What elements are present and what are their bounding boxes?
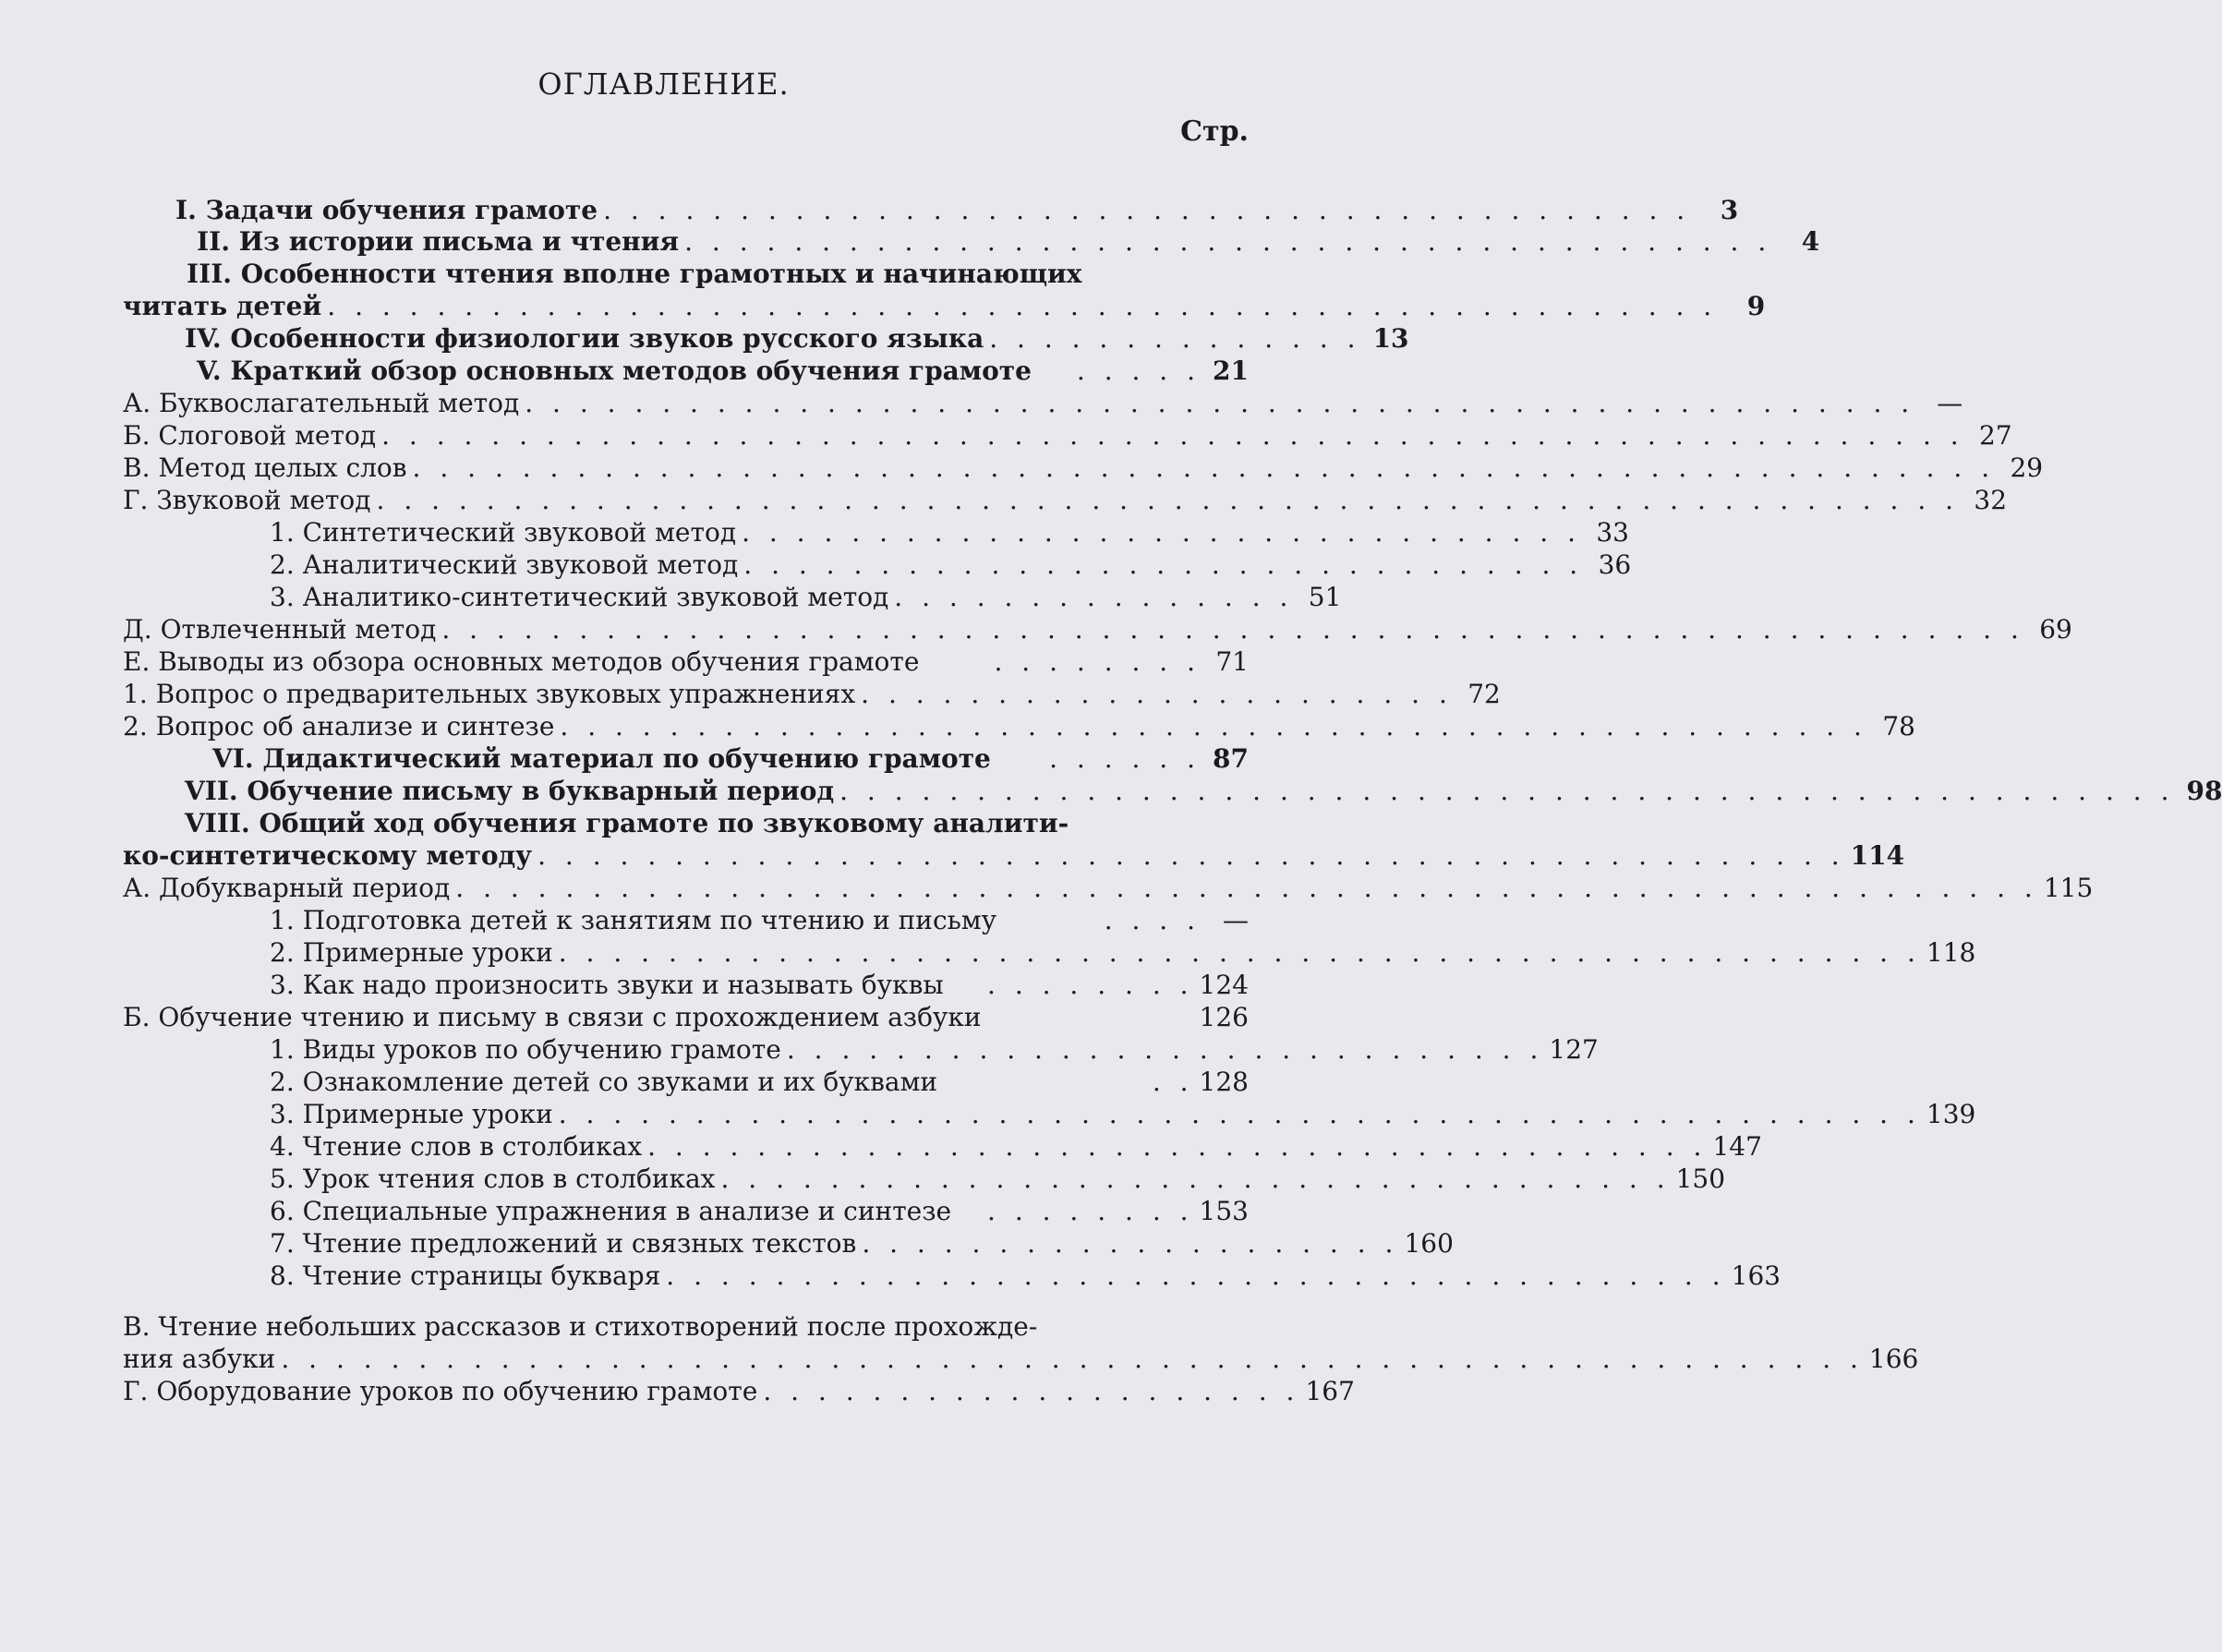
toc-entry: ния азбуки . . . . . . . . . . . . . . . . . . . . . . . . . . . . . . . . . . . . . . . . . . . . . . . . . . . . . . . . . . 166	[123, 1344, 1919, 1374]
toc-entry: В. Метод целых слов . . . . . . . . . . . . . . . . . . . . . . . . . . . . . . . . . . . . . . . . . . . . . . . . . . . . . . . . . . 29	[123, 452, 2044, 483]
toc-entry: Г. Звуковой метод . . . . . . . . . . . . . . . . . . . . . . . . . . . . . . . . . . . . . . . . . . . . . . . . . . . . . . . . . . 32	[123, 485, 2008, 515]
toc-entry: 4. Чтение слов в столбиках . . . . . . . . . . . . . . . . . . . . . . . . . . . . . . . . . . . . . . . 147	[270, 1131, 1762, 1162]
toc-entry: 1. Подготовка детей к занятиям по чтению и письму . . . . —	[270, 905, 1249, 935]
toc-entry: IV. Особенности физиологии звуков русского языка . . . . . . . . . . . . . . 13	[185, 323, 1409, 354]
toc-entry: VII. Обучение письму в букварный период . . . . . . . . . . . . . . . . . . . . . . . . . . . . . . . . . . . . . . . . . . . . . . . . . 98	[185, 776, 2222, 806]
toc-entry: VIII. Общий ход обучения грамоте по звуковому аналити-	[185, 808, 1069, 838]
toc-entry: Г. Оборудование уроков по обучению грамоте . . . . . . . . . . . . . . . . . . . . 167	[123, 1376, 1355, 1406]
toc-entry: 3. Примерные уроки . . . . . . . . . . . . . . . . . . . . . . . . . . . . . . . . . . . . . . . . . . . . . . . . . . 139	[270, 1099, 1976, 1129]
toc-entry: ко-синтетическому методу . . . . . . . . . . . . . . . . . . . . . . . . . . . . . . . . . . . . . . . . . . . . . . . . 114	[123, 840, 1905, 871]
toc-entry: 7. Чтение предложений и связных текстов . . . . . . . . . . . . . . . . . . . . 160	[270, 1228, 1454, 1259]
toc-entry: 1. Синтетический звуковой метод . . . . . . . . . . . . . . . . . . . . . . . . . . . . . . . 33	[270, 517, 1629, 548]
toc-entry: V. Краткий обзор основных методов обучения грамоте . . . . . 21	[197, 356, 1249, 386]
toc-entry: 2. Ознакомление детей со звуками и их буквами . . 128	[270, 1067, 1249, 1097]
toc-entry: 6. Специальные упражнения в анализе и синтезе . . . . . . . . 153	[270, 1196, 1249, 1226]
toc-entry: Е. Выводы из обзора основных методов обучения грамоте . . . . . . . . 71	[123, 646, 1249, 677]
toc-entry: 3. Аналитико-синтетический звуковой метод . . . . . . . . . . . . . . . 51	[270, 582, 1342, 612]
toc-entry: II. Из истории письма и чтения . . . . . . . . . . . . . . . . . . . . . . . . . . . . . . . . . . . . . . . . 4	[197, 226, 1820, 257]
toc-entry: 2. Аналитический звуковой метод . . . . . . . . . . . . . . . . . . . . . . . . . . . . . . . 36	[270, 549, 1632, 580]
toc-entry: III. Особенности чтения вполне грамотных и начинающих	[187, 259, 1082, 289]
toc-entry: VI. Дидактический материал по обучению грамоте . . . . . . 87	[212, 743, 1249, 774]
toc-entry: В. Чтение небольших рассказов и стихотворений после прохожде-	[123, 1311, 1038, 1342]
toc-entry: 1. Виды уроков по обучению грамоте . . . . . . . . . . . . . . . . . . . . . . . . . . . . 127	[270, 1034, 1599, 1065]
toc-entry: 2. Примерные уроки . . . . . . . . . . . . . . . . . . . . . . . . . . . . . . . . . . . . . . . . . . . . . . . . . . 118	[270, 937, 1976, 968]
page-column-header: Стр.	[1180, 115, 1249, 148]
toc-entry: 8. Чтение страницы букваря . . . . . . . . . . . . . . . . . . . . . . . . . . . . . . . . . . . . . . . 163	[270, 1260, 1781, 1291]
toc-entry: 5. Урок чтения слов в столбиках . . . . . . . . . . . . . . . . . . . . . . . . . . . . . . . . . . . 150	[270, 1164, 1726, 1194]
toc-entry: Д. Отвлеченный метод . . . . . . . . . . . . . . . . . . . . . . . . . . . . . . . . . . . . . . . . . . . . . . . . . . . . . . . . . . 69	[123, 614, 2072, 645]
page-title: ОГЛАВЛЕНИЕ.	[537, 66, 790, 102]
toc-entry: 2. Вопрос об анализе и синтезе . . . . . . . . . . . . . . . . . . . . . . . . . . . . . . . . . . . . . . . . . . . . . . . . 78	[123, 711, 1915, 742]
toc-entry: I. Задачи обучения грамоте . . . . . . . . . . . . . . . . . . . . . . . . . . . . . . . . . . . . . . . . 3	[175, 195, 1739, 225]
toc-entry: читать детей . . . . . . . . . . . . . . . . . . . . . . . . . . . . . . . . . . . . . . . . . . . . . . . . . . . 9	[123, 291, 1766, 321]
toc-entry: А. Буквослагательный метод . . . . . . . . . . . . . . . . . . . . . . . . . . . . . . . . . . . . . . . . . . . . . . . . . . . —	[123, 388, 1963, 418]
toc-entry: А. Добукварный период . . . . . . . . . . . . . . . . . . . . . . . . . . . . . . . . . . . . . . . . . . . . . . . . . . . . . . . . . . 115	[123, 873, 2094, 903]
toc-entry: Б. Обучение чтению и письму в связи с прохождением азбуки 126	[123, 1002, 1249, 1032]
toc-entry: 1. Вопрос о предварительных звуковых упражнениях . . . . . . . . . . . . . . . . . . . . . . 72	[123, 679, 1501, 709]
toc-entry: 3. Как надо произносить звуки и называть буквы . . . . . . . . 124	[270, 970, 1249, 1000]
toc-entry: Б. Слоговой метод . . . . . . . . . . . . . . . . . . . . . . . . . . . . . . . . . . . . . . . . . . . . . . . . . . . . . . . . . . 27	[123, 420, 2012, 451]
